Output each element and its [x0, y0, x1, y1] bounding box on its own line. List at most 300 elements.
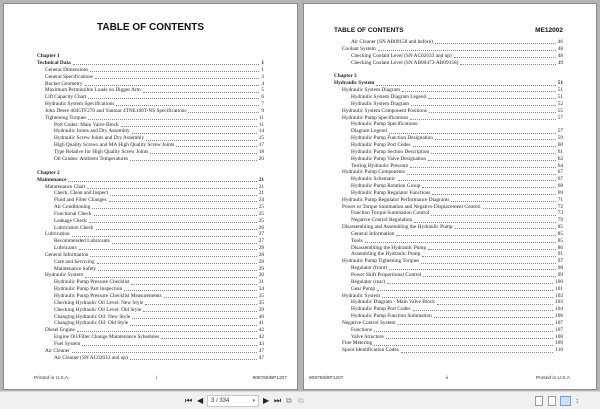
toc-entry[interactable]	[37, 348, 264, 355]
toc-entry[interactable]	[37, 300, 264, 307]
toc-entry-title: Fine Metering	[342, 340, 373, 347]
dot-leader	[398, 324, 553, 325]
page-title: TABLE OF CONTENTS	[96, 22, 205, 33]
running-header-title: TABLE OF CONTENTS	[334, 27, 404, 34]
toc-entry[interactable]	[334, 108, 563, 115]
toc-entry[interactable]	[37, 286, 264, 293]
dot-leader	[132, 318, 256, 319]
toc-entry-title: Hydraulic Pump Pressure Checklist Measurements	[54, 293, 162, 299]
toc-entry[interactable]	[37, 355, 264, 362]
dot-leader	[378, 50, 556, 51]
toc-entry-page: 21	[258, 190, 264, 197]
toc-entry-title: Checking Coolant Level (SN AC02633 and up)	[351, 52, 452, 59]
toc-entry[interactable]	[334, 46, 563, 53]
toc-entry-title: Hydraulic Schematic	[351, 176, 396, 183]
dot-leader	[428, 249, 556, 250]
toc-entry[interactable]	[334, 53, 563, 60]
toc-entry-title: Hydraulic Pump Specifications	[342, 114, 409, 121]
toc-entry-title: Hydraulic Pump Pressure Checklist	[54, 279, 130, 286]
toc-entry-title: Function Torque Summation Control	[351, 210, 430, 217]
toc-entry[interactable]	[37, 252, 264, 259]
single-page-view-icon[interactable]	[535, 396, 543, 406]
toc-entry[interactable]	[37, 177, 264, 184]
dot-leader	[130, 359, 257, 360]
toc-entry[interactable]	[334, 163, 563, 170]
toc-entry[interactable]	[334, 299, 563, 306]
dot-leader	[410, 119, 556, 120]
dot-leader	[398, 180, 556, 181]
toc-entry[interactable]	[37, 245, 264, 252]
dot-leader	[131, 284, 256, 285]
toc-entry[interactable]	[37, 149, 264, 156]
toc-entry[interactable]	[334, 80, 563, 87]
toc-entry[interactable]	[334, 176, 563, 183]
dot-leader	[428, 98, 556, 99]
toc-entry-page: 62	[557, 155, 563, 162]
dot-leader	[82, 345, 256, 346]
toc-entry-page: 55	[557, 107, 563, 114]
next-page-icon[interactable]: ▶	[263, 396, 270, 405]
toc-entry-page: 29	[258, 265, 264, 272]
dot-leader	[423, 276, 555, 277]
toc-entry[interactable]	[334, 39, 563, 46]
document-number: ME12002	[535, 27, 563, 34]
toc-entry[interactable]	[37, 156, 264, 163]
toc-entry[interactable]	[334, 94, 563, 101]
dot-leader	[455, 228, 556, 229]
toc-entry-title: Engine Oil/Filter Change Maintenance Schedules	[54, 334, 160, 341]
toc-entry-title: Disassembling and Assembling the Hydraulic Pump	[342, 224, 453, 231]
toc-entry-page: 42	[258, 334, 264, 341]
toc-entry-page: 61	[557, 148, 563, 155]
toc-entry[interactable]	[334, 197, 563, 204]
toc-entry[interactable]	[37, 101, 264, 108]
toc-entry[interactable]	[37, 320, 264, 327]
toc-entry-title: Diagram Legend	[351, 128, 387, 135]
toc-entry-page: 40	[258, 313, 264, 320]
toc-entry-page: 47	[258, 347, 264, 354]
toc-list	[37, 53, 264, 361]
toc-entry-page: 21	[258, 176, 264, 183]
toc-entry-page: 67	[557, 176, 563, 183]
toc-entry[interactable]	[37, 341, 264, 348]
dot-leader	[112, 243, 257, 244]
page-number-input[interactable]	[207, 395, 259, 407]
toc-entry-title: General Information	[351, 230, 395, 237]
bottom-toolbar	[0, 391, 600, 409]
dot-leader	[387, 283, 553, 284]
toc-entry-title: Checking Hydraulic Oil Level: Old Style	[54, 306, 142, 313]
toc-entry[interactable]	[37, 81, 264, 88]
toc-entry-page: 34	[258, 286, 264, 293]
toc-entry[interactable]	[37, 190, 264, 197]
dot-leader	[460, 64, 555, 65]
toc-entry-title: Hydraulic System Component Positions	[342, 107, 427, 114]
toc-entry-title: General Dimensions	[45, 66, 89, 73]
toc-entry-title: Lubrication Check	[54, 224, 94, 231]
toc-entry[interactable]	[334, 313, 563, 320]
dot-leader	[110, 195, 257, 196]
dot-leader	[422, 187, 555, 188]
toc-entry-title: Valve Structure	[351, 333, 384, 340]
last-page-icon[interactable]: ⏭	[274, 396, 282, 405]
toc-entry-page: 24	[258, 197, 264, 204]
toc-entry-title: Air Cleaner (SN AC02633 and up)	[54, 354, 128, 361]
dot-leader	[94, 215, 257, 216]
dot-leader	[377, 290, 553, 291]
dot-leader	[374, 331, 553, 332]
toc-entry[interactable]	[37, 211, 264, 218]
toc-entry[interactable]	[334, 231, 563, 238]
toc-entry-title: Hydraulic System Diagram	[351, 100, 409, 107]
toc-entry[interactable]	[37, 225, 264, 232]
dot-leader	[88, 98, 259, 99]
toc-entry[interactable]	[334, 156, 563, 163]
dot-leader	[454, 57, 556, 58]
toc-entry-page: 15	[258, 135, 264, 142]
toc-entry-title: Regulator (front)	[351, 265, 388, 272]
dot-leader	[421, 126, 561, 127]
pdf-page-right	[303, 3, 597, 390]
toc-entry-title: Hydraulic Screw Joints and Dry Assembly	[54, 135, 145, 142]
toc-entry-title: Hydraulic System Specifications	[45, 101, 115, 108]
toc-entry-title: Diesel Engine	[45, 327, 75, 334]
dot-leader	[428, 160, 556, 161]
toc-entry[interactable]	[37, 184, 264, 191]
toc-entry[interactable]	[37, 314, 264, 321]
toc-entry[interactable]	[334, 251, 563, 258]
toc-entry-page: 25	[258, 204, 264, 211]
toc-entry[interactable]	[334, 101, 563, 108]
toc-entry-title: Maintenance Safety	[54, 265, 97, 272]
toc-entry[interactable]	[334, 87, 563, 94]
toc-entry[interactable]	[334, 286, 563, 293]
toc-entry-page: 51	[557, 87, 563, 94]
toc-entry-page: 68	[557, 183, 563, 190]
dot-leader	[130, 160, 257, 161]
dot-leader	[429, 112, 556, 113]
toc-entry[interactable]	[334, 121, 563, 128]
dot-leader	[188, 112, 259, 113]
toc-entry[interactable]	[37, 74, 264, 81]
toc-entry-title: Tightening Torques	[45, 114, 87, 121]
toc-entry-page: 106	[555, 313, 563, 320]
toc-entry-title: Hydraulic Pump Regulator Functions	[351, 189, 431, 196]
dot-leader	[146, 140, 257, 141]
toc-entry-page: 26	[258, 224, 264, 231]
toc-entry[interactable]	[37, 231, 264, 238]
toc-entry-page: 99	[557, 272, 563, 278]
toc-entry[interactable]	[334, 245, 563, 252]
toc-entry[interactable]	[334, 334, 563, 341]
toc-entry[interactable]	[37, 67, 264, 74]
toc-entry-title: Tools	[351, 237, 363, 244]
toc-entry[interactable]	[37, 108, 264, 115]
toc-entry-title: Check, Clean and Inspect	[54, 190, 109, 197]
toc-entry-title: Hydraulic Pump Section Description	[351, 148, 430, 155]
dot-leader	[85, 85, 260, 86]
toc-entry[interactable]	[334, 204, 563, 211]
dot-leader	[164, 297, 257, 298]
dot-leader	[97, 263, 257, 264]
toc-entry-page: 51	[557, 80, 563, 87]
toc-entry[interactable]	[37, 293, 264, 300]
toc-entry-title: Functions	[351, 326, 372, 333]
toc-entry[interactable]	[37, 197, 264, 204]
dot-leader	[407, 174, 556, 175]
toc-entry[interactable]	[334, 142, 563, 149]
dot-leader	[432, 194, 555, 195]
toc-entry-page: 69	[557, 189, 563, 196]
rotate-icon[interactable]: ⧉	[286, 396, 292, 405]
toc-entry-page: 11	[258, 121, 264, 128]
toc-entry-page: 107	[555, 319, 563, 326]
toc-entry-page: 110	[555, 347, 563, 354]
toc-entry-title: Type Relative for High Quality Screw Joints	[54, 148, 149, 155]
dot-leader	[90, 256, 256, 257]
toc-entry[interactable]	[334, 135, 563, 142]
toc-entry[interactable]	[334, 224, 563, 231]
toc-entry[interactable]	[334, 190, 563, 197]
toc-entry-title: John Deere 4045TF270 and Yanmar 4TNE106T-NS Specifications	[45, 107, 187, 114]
toc-entry-page: 4	[261, 80, 264, 87]
toc-entry[interactable]	[334, 279, 563, 286]
dot-leader	[161, 338, 257, 339]
dot-leader	[132, 133, 257, 134]
toc-entry-title: Air Conditioning	[54, 204, 91, 211]
toc-entry[interactable]	[334, 60, 563, 67]
toc-entry-page: 109	[555, 340, 563, 347]
copy-icon[interactable]: ⧉	[298, 396, 304, 405]
toc-entry-title: General Information	[45, 251, 89, 258]
toc-entry-page: 52	[557, 100, 563, 107]
toc-entry-title: Hydraulic System	[334, 80, 375, 87]
toc-entry-title: Air Cleaner (SN AB09158 and before)	[351, 39, 433, 45]
toc-entry-page: 11	[258, 114, 264, 121]
toc-entry-page: 72	[557, 203, 563, 210]
toc-entry-title: Coolant System	[342, 45, 376, 52]
toc-entry-title: Hydraulic Pump Regulator Performance Diagrams	[342, 196, 450, 203]
toc-entry-page: 6	[261, 94, 264, 101]
toc-entry-page: 97	[557, 258, 563, 265]
toc-entry[interactable]	[37, 266, 264, 273]
toc-entry[interactable]	[334, 272, 563, 279]
toc-entry-title: Fuel System	[54, 340, 81, 347]
toc-entry[interactable]	[334, 265, 563, 272]
toc-entry-page: 1	[261, 60, 264, 66]
dot-leader	[402, 91, 556, 92]
dot-leader	[77, 331, 257, 332]
toc-entry-title: Fluid and Filter Changes	[54, 197, 107, 204]
toc-entry[interactable]	[334, 306, 563, 313]
toc-entry[interactable]	[334, 293, 563, 300]
toc-entry[interactable]	[334, 169, 563, 176]
dot-leader	[150, 153, 256, 154]
toc-entry-title: Spool Identification Codes	[342, 347, 399, 354]
toc-entry[interactable]	[37, 334, 264, 341]
dot-leader	[124, 290, 257, 291]
toc-entry-title: Hydraulic System Diagram Legend	[351, 94, 427, 101]
toc-entry[interactable]	[37, 279, 264, 286]
toc-entry-page: 31	[258, 279, 264, 286]
page-number-value: 3 / 334	[211, 398, 230, 404]
toc-entry-title: Lubricants	[54, 245, 77, 252]
toc-entry[interactable]	[37, 204, 264, 211]
toc-entry-title: Assembling the Hydraulic Pump	[351, 251, 421, 258]
toc-entry-title: Bucket Geometry	[45, 80, 83, 87]
dot-leader	[72, 352, 257, 353]
toc-entry-page: 7	[261, 101, 264, 108]
toc-entry-title: Lubrication	[45, 231, 70, 238]
toc-entry-page: 67	[557, 169, 563, 176]
toc-entry[interactable]	[37, 259, 264, 266]
toc-entry[interactable]	[334, 149, 563, 156]
toc-entry-title: Changing Hydraulic Oil: Old Style	[54, 320, 129, 327]
chevron-down-icon[interactable]: ▾	[252, 398, 255, 404]
toc-entry-title: High Quality Screws and MA High Quality Screw Joints	[54, 142, 175, 149]
toc-entry-title: Regulator (rear)	[351, 278, 385, 285]
toc-entry-title: Hydraulic Diagram - Main Valve Block	[351, 299, 435, 306]
toc-entry[interactable]	[37, 238, 264, 245]
toc-entry-page: 1	[261, 66, 264, 73]
toc-entry-page: 98	[557, 265, 563, 272]
dot-leader	[79, 249, 257, 250]
toc-entry[interactable]	[334, 347, 563, 354]
toc-entry-title: Hydraulic Joints and Dry Assembly	[54, 128, 130, 135]
toc-entry[interactable]	[37, 60, 264, 67]
toc-entry-page: 17	[258, 142, 264, 149]
dot-leader	[143, 92, 260, 93]
toc-entry-title: Hydraulic System	[342, 292, 381, 299]
dot-leader	[422, 256, 555, 257]
toc-entry-page: 28	[258, 245, 264, 252]
toc-entry[interactable]	[334, 320, 563, 327]
toc-entry-title: Hydraulic Pump Valve Designation	[351, 155, 427, 162]
toc-entry-page: 108	[555, 333, 563, 340]
toc-entry-title: Disassembling the Hydraulic Pump	[351, 244, 427, 251]
first-page-icon[interactable]: ⏮	[185, 396, 193, 405]
footer-left: 909768/BP1207	[309, 376, 344, 381]
dot-leader	[376, 85, 555, 86]
toc-entry[interactable]	[37, 122, 264, 129]
toc-entry-page: 57	[557, 114, 563, 121]
dot-leader	[431, 153, 556, 154]
toc-entry[interactable]	[37, 142, 264, 149]
toc-entry-page: 18	[258, 148, 264, 155]
toc-entry[interactable]	[334, 128, 563, 135]
dot-leader	[92, 208, 256, 209]
dot-leader	[435, 43, 556, 44]
toc-entry-page: 35	[258, 299, 264, 306]
toc-entry-page: 42	[258, 327, 264, 334]
toc-entry-title: Port Codes: Main Valve Block	[54, 121, 119, 128]
toc-entry[interactable]	[334, 217, 563, 224]
toc-entry-page: 85	[557, 224, 563, 231]
dot-leader	[389, 133, 556, 134]
toc-entry-page: 9	[261, 107, 264, 114]
footer-page-number: i	[156, 376, 158, 381]
toc-entry-title: Hydraulic Pump Rotation Group	[351, 183, 421, 190]
toc-entry[interactable]	[334, 183, 563, 190]
toc-entry-title: Maximum Permissible Loads on Digger Arm	[45, 87, 141, 94]
toc-entry-page: 59	[557, 135, 563, 142]
toc-entry-title: Maintenance	[37, 176, 67, 183]
dot-leader	[143, 311, 256, 312]
dot-leader	[431, 215, 555, 216]
dot-leader	[365, 242, 556, 243]
toc-entry-page: 51	[557, 94, 563, 101]
dot-leader	[98, 270, 256, 271]
toc-entry[interactable]	[37, 327, 264, 334]
toc-entry-title: Hydraulic Pump Part Inspection	[54, 286, 123, 293]
toc-entry[interactable]	[334, 238, 563, 245]
toc-entry-page: 101	[555, 285, 563, 292]
fit-icon[interactable]: ↕	[575, 396, 579, 405]
toc-entry-title: Lift Capacity Chart	[45, 94, 87, 101]
toc-entry-page: 5	[261, 87, 264, 94]
toc-entry[interactable]	[334, 210, 563, 217]
footer-right: Printed in U.S.A	[535, 376, 570, 381]
toc-entry[interactable]	[37, 218, 264, 225]
toc-entry-title: Maintenance Chart	[45, 183, 86, 190]
toc-entry-page: 64	[557, 162, 563, 169]
toc-entry-page: 48	[557, 45, 563, 52]
toc-entry-page: 48	[557, 52, 563, 59]
toc-entry-page: 39	[258, 306, 264, 313]
toc-entry-title: Checking Hydraulic Oil Level: New Style	[54, 299, 144, 306]
toc-entry-title: Negative Control Regulation	[351, 217, 413, 224]
toc-entry-page: 71	[557, 196, 563, 203]
toc-entry-page: 25	[258, 217, 264, 224]
toc-entry[interactable]	[37, 128, 264, 135]
pdf-page-left	[3, 3, 298, 390]
toc-entry-page: 3	[261, 73, 264, 80]
dot-leader	[116, 105, 259, 106]
toc-entry[interactable]	[37, 115, 264, 122]
toc-entry-title: Hydraulic Pump Tightening Torques	[342, 258, 420, 265]
dot-leader	[414, 222, 556, 223]
toc-entry-page: 41	[258, 320, 264, 327]
two-page-view-icon[interactable]	[560, 396, 571, 406]
toc-entry-page: 79	[557, 217, 563, 224]
toc-entry-title: Hydraulic Pump Function Designation	[351, 135, 433, 142]
toc-entry-title: Care and Servicing	[54, 258, 95, 265]
previous-page-icon[interactable]: ◀	[197, 396, 204, 405]
dot-leader	[382, 297, 553, 298]
toc-entry-page: 102	[555, 292, 563, 299]
toc-entry-title: General Specifications	[45, 73, 94, 80]
toc-entry-page: 47	[258, 354, 264, 361]
toc-entry-page: 60	[557, 141, 563, 148]
toc-entry[interactable]	[37, 272, 264, 279]
continuous-view-icon[interactable]	[548, 396, 556, 406]
dot-leader	[95, 78, 259, 79]
toc-entry-page: 100	[555, 278, 563, 285]
dot-leader	[483, 208, 556, 209]
toc-entry-title: Recommended Lubricants	[54, 238, 110, 245]
toc-entry[interactable]	[37, 307, 264, 314]
dot-leader	[130, 325, 257, 326]
dot-leader	[88, 119, 257, 120]
toc-entry[interactable]	[334, 327, 563, 334]
toc-list	[334, 39, 563, 354]
dot-leader	[89, 222, 257, 223]
toc-entry[interactable]	[37, 135, 264, 142]
dot-leader	[413, 310, 553, 311]
dot-leader	[434, 317, 553, 318]
dot-leader	[396, 235, 555, 236]
toc-entry-title: Functional Check	[54, 210, 92, 217]
